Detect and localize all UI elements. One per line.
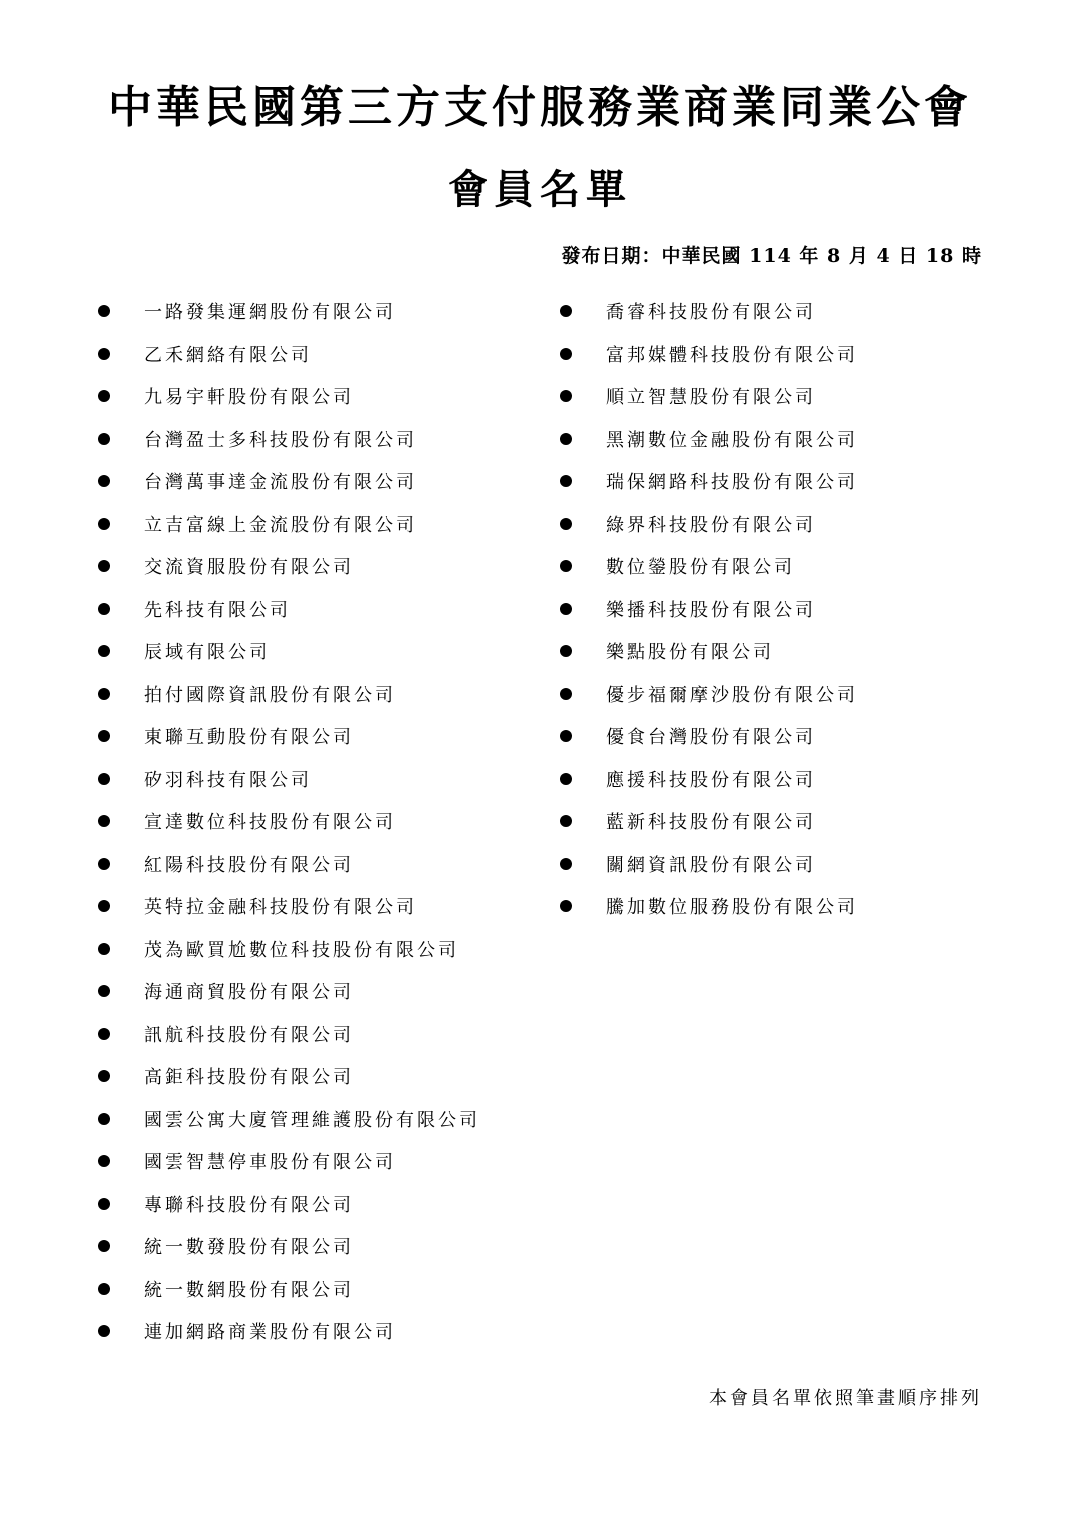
member-item bbox=[98, 843, 480, 886]
bullet-icon bbox=[98, 773, 110, 785]
bullet-icon bbox=[560, 390, 572, 402]
page-subtitle: 會員名單 bbox=[448, 166, 632, 213]
member-item bbox=[560, 673, 858, 716]
member-name: 台灣盈士多科技股份有限公司 bbox=[144, 429, 417, 451]
member-name: 台灣萬事達金流股份有限公司 bbox=[144, 472, 417, 494]
member-name: 關網資訊股份有限公司 bbox=[606, 854, 816, 876]
member-item bbox=[98, 800, 480, 843]
member-item bbox=[560, 758, 858, 801]
bullet-icon bbox=[98, 1070, 110, 1082]
member-item bbox=[98, 1225, 480, 1268]
bullet-icon bbox=[98, 1240, 110, 1252]
member-item bbox=[98, 673, 480, 716]
member-name: 優食台灣股份有限公司 bbox=[606, 727, 816, 749]
member-item bbox=[98, 1268, 480, 1311]
bullet-icon bbox=[560, 645, 572, 657]
bullet-icon bbox=[560, 475, 572, 487]
member-item bbox=[98, 630, 480, 673]
member-item bbox=[560, 418, 858, 461]
bullet-icon bbox=[98, 390, 110, 402]
member-item bbox=[98, 1098, 480, 1141]
bullet-icon bbox=[560, 348, 572, 360]
member-item bbox=[560, 715, 858, 758]
bullet-icon bbox=[98, 858, 110, 870]
bullet-icon bbox=[560, 560, 572, 572]
bullet-icon bbox=[98, 900, 110, 912]
member-name: 東聯互動股份有限公司 bbox=[144, 727, 354, 749]
member-list-right bbox=[560, 290, 858, 928]
member-item bbox=[98, 970, 480, 1013]
member-name: 專聯科技股份有限公司 bbox=[144, 1194, 354, 1216]
member-name: 數位鎣股份有限公司 bbox=[606, 557, 795, 579]
member-name: 綠界科技股份有限公司 bbox=[606, 514, 816, 536]
bullet-icon bbox=[98, 348, 110, 360]
member-item bbox=[98, 885, 480, 928]
bullet-icon bbox=[98, 603, 110, 615]
bullet-icon bbox=[98, 1198, 110, 1210]
member-name: 瑞保網路科技股份有限公司 bbox=[606, 472, 858, 494]
member-name: 矽羽科技有限公司 bbox=[144, 769, 312, 791]
bullet-icon bbox=[560, 730, 572, 742]
member-item bbox=[98, 460, 480, 503]
member-item bbox=[98, 758, 480, 801]
bullet-icon bbox=[98, 518, 110, 530]
bullet-icon bbox=[98, 560, 110, 572]
member-name: 訊航科技股份有限公司 bbox=[144, 1024, 354, 1046]
bullet-icon bbox=[98, 1155, 110, 1167]
member-name: 樂點股份有限公司 bbox=[606, 642, 774, 664]
member-item bbox=[98, 375, 480, 418]
member-item bbox=[560, 800, 858, 843]
bullet-icon bbox=[98, 815, 110, 827]
bullet-icon bbox=[560, 858, 572, 870]
bullet-icon bbox=[560, 518, 572, 530]
member-name: 先科技有限公司 bbox=[144, 599, 291, 621]
member-item bbox=[560, 588, 858, 631]
bullet-icon bbox=[98, 985, 110, 997]
bullet-icon bbox=[98, 730, 110, 742]
member-name: 樂播科技股份有限公司 bbox=[606, 599, 816, 621]
member-name: 英特拉金融科技股份有限公司 bbox=[144, 897, 417, 919]
member-item bbox=[560, 460, 858, 503]
member-item bbox=[560, 545, 858, 588]
member-name: 優步福爾摩沙股份有限公司 bbox=[606, 684, 858, 706]
member-name: 連加網路商業股份有限公司 bbox=[144, 1322, 396, 1344]
member-name: 辰域有限公司 bbox=[144, 642, 270, 664]
member-name: 九易宇軒股份有限公司 bbox=[144, 387, 354, 409]
member-item bbox=[98, 588, 480, 631]
member-list-left bbox=[98, 290, 480, 1353]
member-item bbox=[560, 843, 858, 886]
bullet-icon bbox=[98, 1325, 110, 1337]
member-item bbox=[98, 1055, 480, 1098]
bullet-icon bbox=[560, 900, 572, 912]
member-name: 騰加數位服務股份有限公司 bbox=[606, 897, 858, 919]
member-item bbox=[98, 545, 480, 588]
member-name: 國雲智慧停車股份有限公司 bbox=[144, 1152, 396, 1174]
bullet-icon bbox=[98, 305, 110, 317]
member-item bbox=[560, 333, 858, 376]
member-item bbox=[98, 1183, 480, 1226]
member-name: 交流資服股份有限公司 bbox=[144, 557, 354, 579]
member-name: 紅陽科技股份有限公司 bbox=[144, 854, 354, 876]
bullet-icon bbox=[98, 1283, 110, 1295]
member-name: 海通商貿股份有限公司 bbox=[144, 982, 354, 1004]
member-item bbox=[98, 418, 480, 461]
bullet-icon bbox=[98, 1028, 110, 1040]
member-name: 藍新科技股份有限公司 bbox=[606, 812, 816, 834]
member-item bbox=[98, 1140, 480, 1183]
bullet-icon bbox=[560, 305, 572, 317]
bullet-icon bbox=[560, 773, 572, 785]
member-name: 應援科技股份有限公司 bbox=[606, 769, 816, 791]
member-name: 高鉅科技股份有限公司 bbox=[144, 1067, 354, 1089]
bullet-icon bbox=[98, 645, 110, 657]
member-name: 一路發集運網股份有限公司 bbox=[144, 302, 396, 324]
member-item bbox=[560, 503, 858, 546]
member-name: 統一數網股份有限公司 bbox=[144, 1279, 354, 1301]
member-item bbox=[98, 333, 480, 376]
member-item bbox=[98, 715, 480, 758]
bullet-icon bbox=[98, 433, 110, 445]
bullet-icon bbox=[98, 688, 110, 700]
member-item bbox=[98, 1310, 480, 1353]
member-name: 立吉富線上金流股份有限公司 bbox=[144, 514, 417, 536]
member-name: 拍付國際資訊股份有限公司 bbox=[144, 684, 396, 706]
bullet-icon bbox=[560, 433, 572, 445]
bullet-icon bbox=[560, 815, 572, 827]
member-item bbox=[98, 1013, 480, 1056]
member-item bbox=[98, 928, 480, 971]
member-item bbox=[98, 290, 480, 333]
member-name: 順立智慧股份有限公司 bbox=[606, 387, 816, 409]
member-item bbox=[560, 885, 858, 928]
member-item bbox=[560, 630, 858, 673]
member-name: 宣達數位科技股份有限公司 bbox=[144, 812, 396, 834]
member-name: 茂為歐買尬數位科技股份有限公司 bbox=[144, 939, 459, 961]
page-title: 中華民國第三方支付服務業商業同業公會 bbox=[108, 82, 972, 133]
member-name: 統一數發股份有限公司 bbox=[144, 1237, 354, 1259]
member-name: 黑潮數位金融股份有限公司 bbox=[606, 429, 858, 451]
member-name: 喬睿科技股份有限公司 bbox=[606, 302, 816, 324]
member-name: 國雲公寓大廈管理維護股份有限公司 bbox=[144, 1109, 480, 1131]
bullet-icon bbox=[98, 1113, 110, 1125]
member-name: 富邦媒體科技股份有限公司 bbox=[606, 344, 858, 366]
publish-date: 發布日期：中華民國 114 年 8 月 4 日 18 時 bbox=[561, 245, 982, 267]
member-item bbox=[560, 375, 858, 418]
footer-note: 本會員名單依照筆畫順序排列 bbox=[709, 1388, 982, 1409]
member-item bbox=[98, 503, 480, 546]
bullet-icon bbox=[98, 475, 110, 487]
member-item bbox=[560, 290, 858, 333]
bullet-icon bbox=[560, 603, 572, 615]
bullet-icon bbox=[560, 688, 572, 700]
member-name: 乙禾網絡有限公司 bbox=[144, 344, 312, 366]
bullet-icon bbox=[98, 943, 110, 955]
